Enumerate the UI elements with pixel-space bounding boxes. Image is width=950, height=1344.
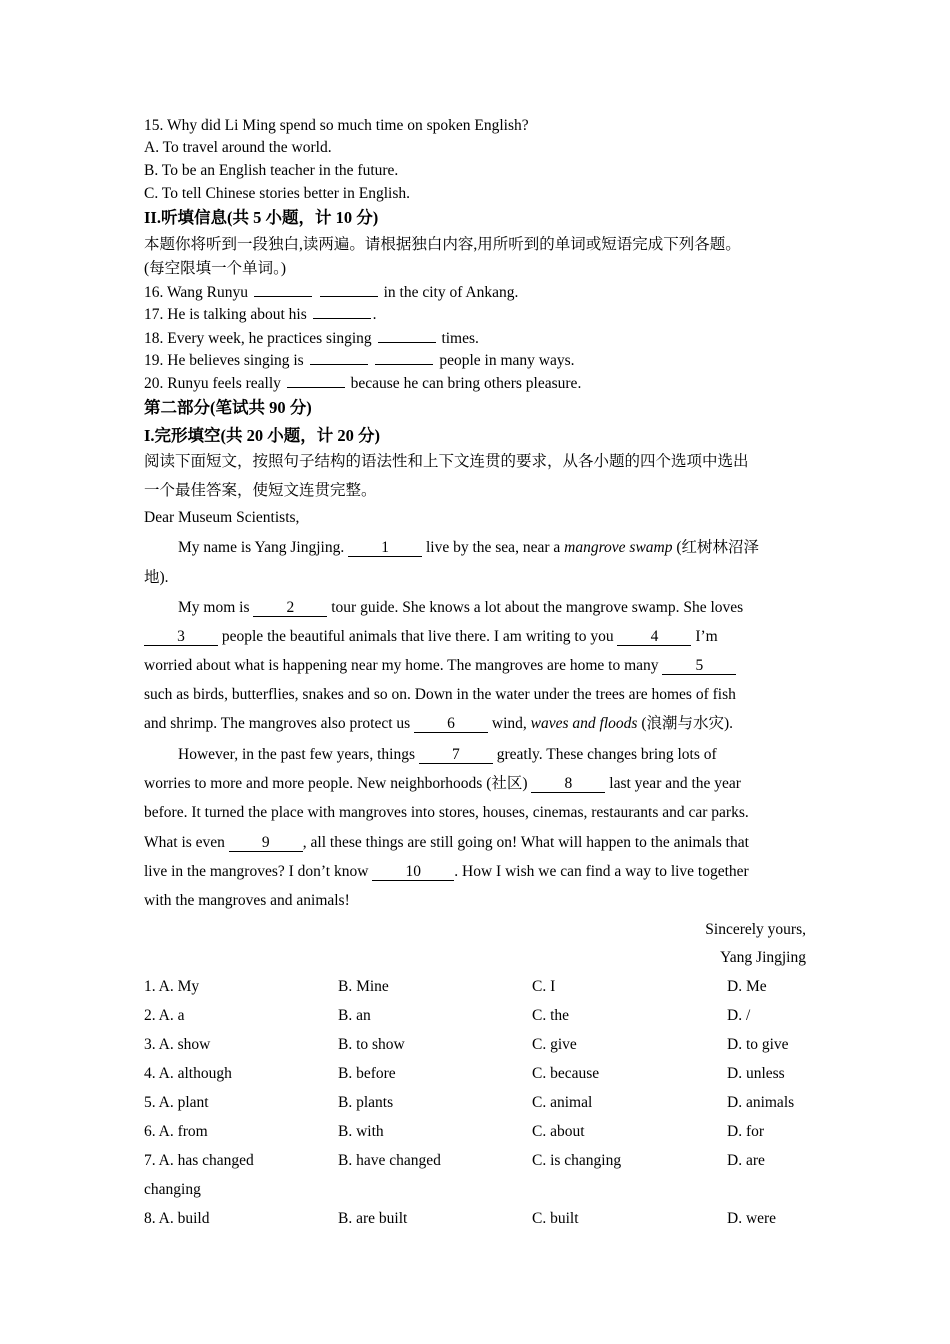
option-1-d[interactable]: D. Me [727, 978, 767, 995]
option-3-c[interactable]: C. give [532, 1036, 577, 1053]
letter-p2-line-5 [144, 714, 733, 734]
option-7-a[interactable]: 7. A. has changed [144, 1152, 254, 1169]
question-20 [144, 373, 581, 394]
letter-p1-line-2: 地). [144, 569, 169, 586]
option-4-a[interactable]: 4. A. although [144, 1065, 232, 1082]
option-2-a[interactable]: 2. A. a [144, 1007, 185, 1024]
option-4-b[interactable]: B. before [338, 1065, 396, 1082]
option-5-d[interactable]: D. animals [727, 1094, 795, 1111]
option-1-a[interactable]: 1. A. My [144, 978, 200, 995]
q16-blank-2[interactable] [320, 282, 378, 297]
q15-option-a: A. To travel around the world. [144, 139, 332, 156]
cloze-blank-1[interactable]: 1 [348, 539, 422, 557]
text: live by the sea, near a [425, 539, 561, 556]
q17-text-end: . [372, 306, 377, 323]
question-16 [144, 282, 518, 303]
letter-p1-line-1 [178, 538, 759, 558]
option-1-b[interactable]: B. Mine [338, 978, 389, 995]
text: What is even [144, 834, 225, 851]
section-2-instruction: 本题你将听到一段独白,读两遍。请根据独白内容,用所听到的单词或短语完成下列各题。 [144, 236, 741, 253]
q18-text-start: 18. Every week, he practices singing [144, 330, 372, 347]
text: wind, [491, 715, 527, 732]
option-6-c[interactable]: C. about [532, 1123, 585, 1140]
option-4-c[interactable]: C. because [532, 1065, 600, 1082]
cloze-heading: I.完形填空(共 20 小题，计 20 分) [144, 426, 381, 445]
option-5-b[interactable]: B. plants [338, 1094, 394, 1111]
italic-term: waves and floods [530, 715, 638, 732]
cloze-blank-2[interactable]: 2 [253, 599, 327, 617]
option-8-d[interactable]: D. were [727, 1210, 777, 1227]
q15-option-b: B. To be an English teacher in the future. [144, 162, 399, 179]
option-3-d[interactable]: D. to give [727, 1036, 789, 1053]
q16-text-start: 16. Wang Runyu [144, 284, 248, 301]
option-8-a[interactable]: 8. A. build [144, 1210, 210, 1227]
q16-text-end: in the city of Ankang. [383, 284, 519, 301]
text: greatly. These changes bring lots of [496, 746, 717, 763]
option-6-d[interactable]: D. for [727, 1123, 765, 1140]
text: worries to more and more people. New neighborhoods (社区) [144, 775, 528, 792]
letter-p3-line-1 [178, 745, 717, 765]
cloze-instruction-line-1: 阅读下面短文，按照句子结构的语法性和上下文连贯的要求，从各小题的四个选项中选出 [144, 453, 749, 470]
text: (浪潮与水灾). [641, 715, 734, 732]
letter-p2-line-1 [178, 598, 743, 618]
option-2-b[interactable]: B. an [338, 1007, 371, 1024]
option-5-a[interactable]: 5. A. plant [144, 1094, 209, 1111]
text: My name is Yang Jingjing. [178, 539, 345, 556]
option-7-b[interactable]: B. have changed [338, 1152, 441, 1169]
cloze-blank-4[interactable]: 4 [617, 628, 691, 646]
italic-term: mangrove swamp [564, 539, 673, 556]
option-6-a[interactable]: 6. A. from [144, 1123, 208, 1140]
question-15: 15. Why did Li Ming spend so much time on spoken English? [144, 117, 529, 134]
text: and shrimp. The mangroves also protect us [144, 715, 411, 732]
text: people the beautiful animals that live there. I am writing to you [221, 628, 614, 645]
option-2-d[interactable]: D. / [727, 1007, 751, 1024]
text: My mom is [178, 599, 250, 616]
q16-blank-1[interactable] [254, 282, 312, 297]
q20-text-start: 20. Runyu feels really [144, 375, 281, 392]
letter-closing: Sincerely yours, [705, 921, 806, 938]
cloze-blank-9[interactable]: 9 [229, 834, 303, 852]
letter-p3-line-5 [144, 862, 749, 882]
text: However, in the past few years, things [178, 746, 415, 763]
text: I’m [695, 628, 718, 645]
letter-p3-line-6: with the mangroves and animals! [144, 892, 350, 909]
cloze-instruction-line-2: 一个最佳答案，使短文连贯完整。 [144, 482, 377, 499]
cloze-blank-6[interactable]: 6 [414, 715, 488, 733]
option-7-d-wrap[interactable]: changing [144, 1181, 201, 1198]
option-6-b[interactable]: B. with [338, 1123, 384, 1140]
letter-p2-line-4: such as birds, butterflies, snakes and so on. Down in the water under the trees are homes of fish [144, 686, 736, 703]
part-2-heading: 第二部分(笔试共 90 分) [144, 398, 312, 417]
q15-option-c: C. To tell Chinese stories better in English. [144, 185, 410, 202]
q18-text-end: times. [441, 330, 479, 347]
option-7-c[interactable]: C. is changing [532, 1152, 622, 1169]
letter-p2-line-3 [144, 656, 736, 676]
text: live in the mangroves? I don’t know [144, 863, 369, 880]
text: , all these things are still going on! What will happen to the animals that [302, 834, 749, 851]
question-19 [144, 350, 575, 371]
section-2-instruction-note: (每空限填一个单词。) [144, 260, 287, 277]
text: . How I wish we can find a way to live together [454, 863, 749, 880]
section-2-heading: II.听填信息(共 5 小题，计 10 分) [144, 208, 379, 227]
q17-text-start: 17. He is talking about his [144, 306, 307, 323]
option-3-a[interactable]: 3. A. show [144, 1036, 211, 1053]
q19-text-start: 19. He believes singing is [144, 352, 304, 369]
option-4-d[interactable]: D. unless [727, 1065, 785, 1082]
text: last year and the year [609, 775, 741, 792]
option-2-c[interactable]: C. the [532, 1007, 570, 1024]
option-8-c[interactable]: C. built [532, 1210, 579, 1227]
cloze-blank-3[interactable]: 3 [144, 628, 218, 646]
q20-text-end: because he can bring others pleasure. [350, 375, 582, 392]
cloze-blank-5[interactable]: 5 [662, 657, 736, 675]
q17-blank[interactable] [313, 304, 371, 319]
letter-signature: Yang Jingjing [720, 949, 806, 966]
question-18 [144, 328, 479, 349]
option-1-c[interactable]: C. I [532, 978, 556, 995]
letter-greeting: Dear Museum Scientists, [144, 509, 300, 526]
letter-p3-line-3: before. It turned the place with mangroves into stores, houses, cinemas, restaurants and car parks. [144, 804, 749, 821]
q19-blank-2[interactable] [375, 350, 433, 365]
letter-p3-line-2 [144, 774, 741, 794]
cloze-blank-10[interactable]: 10 [372, 863, 454, 881]
text: (红树林沼泽 [676, 539, 760, 556]
cloze-blank-8[interactable]: 8 [531, 775, 605, 793]
option-8-b[interactable]: B. are built [338, 1210, 408, 1227]
option-5-c[interactable]: C. animal [532, 1094, 593, 1111]
q19-blank-1[interactable] [310, 350, 368, 365]
text: tour guide. She knows a lot about the mangrove swamp. She loves [331, 599, 744, 616]
text: worried about what is happening near my home. The mangroves are home to many [144, 657, 659, 674]
cloze-blank-7[interactable]: 7 [419, 746, 493, 764]
letter-p2-line-2 [144, 627, 718, 647]
option-3-b[interactable]: B. to show [338, 1036, 405, 1053]
letter-p3-line-4 [144, 833, 749, 853]
option-7-d[interactable]: D. are [727, 1152, 765, 1169]
q18-blank[interactable] [378, 328, 436, 343]
q20-blank[interactable] [287, 373, 345, 388]
question-17 [144, 304, 377, 325]
q19-text-end: people in many ways. [439, 352, 575, 369]
